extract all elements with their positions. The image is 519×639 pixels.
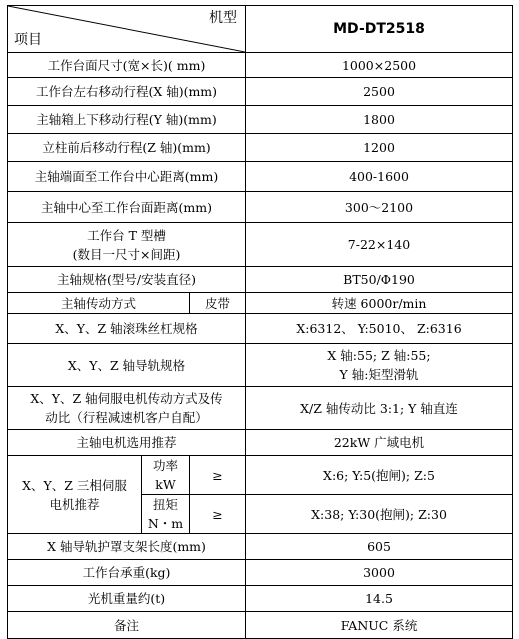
torque-symbol: ≥ xyxy=(190,495,246,534)
row-value: 605 xyxy=(246,534,513,560)
row-value: X:6312、 Y:5010、 Z:6316 xyxy=(246,314,513,344)
header-row xyxy=(8,6,513,53)
table-row xyxy=(8,134,513,162)
row-value: 7-22×140 xyxy=(246,223,513,267)
table-row xyxy=(8,223,513,267)
table-row xyxy=(8,560,513,586)
row-label: X 轴导轨护罩支架长度(mm) xyxy=(8,534,246,560)
power-value: X:6; Y:5(抱闸); Z:5 xyxy=(246,456,513,495)
row-label: 工作台面尺寸(宽×长)( mm) xyxy=(8,53,246,78)
table-row xyxy=(8,293,513,314)
table-row xyxy=(8,612,513,639)
row-value-line: X 轴:55; Z 轴:55; xyxy=(327,348,431,363)
table-row xyxy=(8,162,513,192)
row-label-line: 工作台 T 型槽 xyxy=(87,227,166,243)
row-label: 光机重量约(t) xyxy=(8,586,246,612)
model-name: MD-DT2518 xyxy=(246,6,513,53)
table-row xyxy=(8,387,513,430)
row-value: 1000×2500 xyxy=(246,53,513,78)
row-value: 300～2100 xyxy=(246,192,513,223)
table-row xyxy=(8,430,513,456)
spec-table xyxy=(7,5,513,639)
row-label: 主轴电机选用推荐 xyxy=(8,430,246,456)
row-value: FANUC 系统 xyxy=(246,612,513,639)
row-value-line: Y 轴:矩型滑轨 xyxy=(339,367,419,382)
table-row xyxy=(8,344,513,387)
row-label: X、Y、Z 轴导轨规格 xyxy=(8,344,246,387)
table-row xyxy=(8,106,513,134)
row-label: 主轴箱上下移动行程(Y 轴)(mm) xyxy=(8,106,246,134)
power-label: 功率 kW xyxy=(142,456,190,495)
row-value: 14.5 xyxy=(246,586,513,612)
row-label: 立柱前后移动行程(Z 轴)(mm) xyxy=(8,134,246,162)
table-row xyxy=(8,192,513,223)
row-label: 备注 xyxy=(8,612,246,639)
header-diagonal-cell xyxy=(8,6,246,53)
row-label xyxy=(8,223,246,267)
row-label: 主轴中心至工作台面距离(mm) xyxy=(8,192,246,223)
table-row xyxy=(8,78,513,106)
table-row xyxy=(8,314,513,344)
row-value: 3000 xyxy=(246,560,513,586)
row-label-line: 电机推荐 xyxy=(49,496,100,512)
table-row xyxy=(8,586,513,612)
row-value: 2500 xyxy=(246,78,513,106)
item-header-label: 项目 xyxy=(14,32,42,48)
row-value: 转速 6000r/min xyxy=(246,293,513,314)
row-label: 工作台左右移动行程(X 轴)(mm) xyxy=(8,78,246,106)
row-value: X/Z 轴传动比 3:1; Y 轴直连 xyxy=(246,387,513,430)
power-symbol: ≥ xyxy=(190,456,246,495)
table-row xyxy=(8,267,513,293)
row-label: 主轴端面至工作台中心距离(mm) xyxy=(8,162,246,192)
table-row xyxy=(8,53,513,78)
row-value xyxy=(246,344,513,387)
torque-label: 扭矩 N・m xyxy=(142,495,190,534)
row-value: BT50/Φ190 xyxy=(246,267,513,293)
row-label xyxy=(8,456,142,534)
row-label-line: X、Y、Z 三相伺服 xyxy=(22,477,127,493)
row-sublabel: 皮带 xyxy=(190,293,246,314)
torque-value: X:38; Y:30(抱闸); Z:30 xyxy=(246,495,513,534)
table-row xyxy=(8,534,513,560)
row-label: 工作台承重(kg) xyxy=(8,560,246,586)
row-value: 22kW 广域电机 xyxy=(246,430,513,456)
row-label xyxy=(8,387,246,430)
row-label-line: X、Y、Z 轴伺服电机传动方式及传 xyxy=(30,391,223,406)
row-label: 主轴传动方式 xyxy=(8,293,190,314)
row-value: 1800 xyxy=(246,106,513,134)
row-value: 400-1600 xyxy=(246,162,513,192)
model-header-label: 机型 xyxy=(209,10,238,26)
row-label: X、Y、Z 轴滚珠丝杠规格 xyxy=(8,314,246,344)
row-value: 1200 xyxy=(246,134,513,162)
table-row xyxy=(8,456,513,495)
row-label-line: 动比（行程减速机客户自配） xyxy=(45,410,208,425)
row-label: 主轴规格(型号/安装直径) xyxy=(8,267,246,293)
row-label-line: (数目一尺寸×间距) xyxy=(72,246,181,262)
